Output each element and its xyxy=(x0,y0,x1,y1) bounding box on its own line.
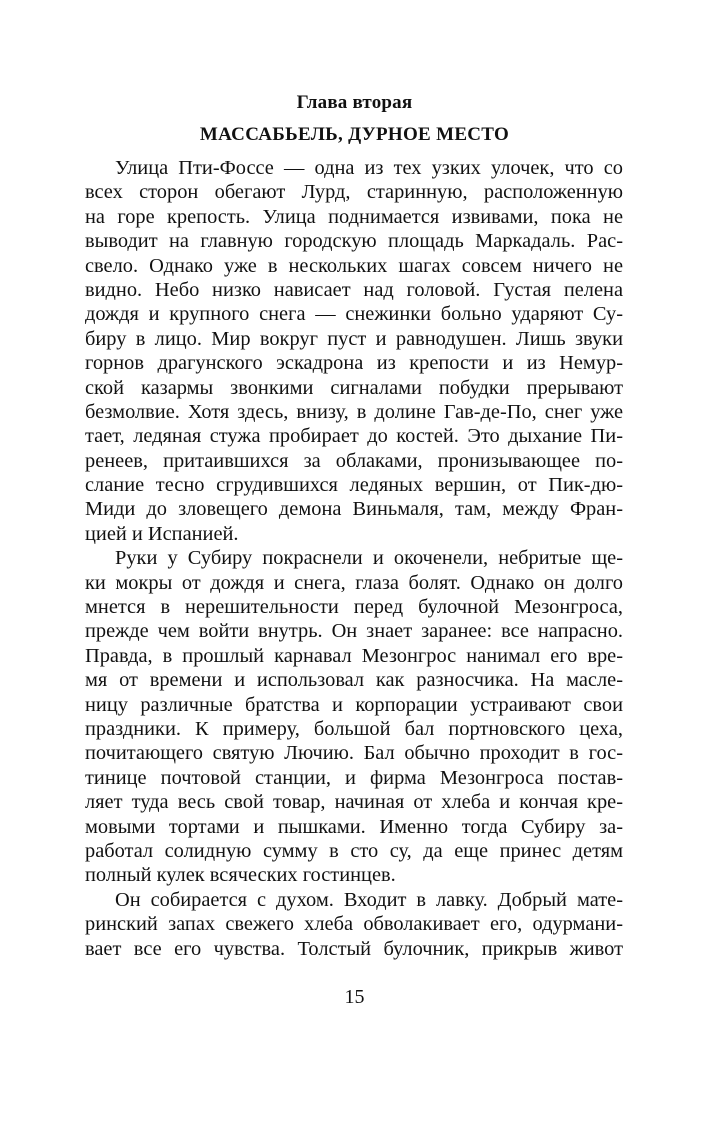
text-line: ринский запах свежего хлеба обволакивает его, одурмани- xyxy=(85,913,623,936)
text-line: Правда, в прошлый карнавал Мезонгрос нанимал его вре- xyxy=(85,644,623,667)
text-line: ляет туда весь свой товар, начиная от хлеба и кончая кре- xyxy=(85,791,623,814)
text-line: ки мокры от дождя и снега, глаза болят. Однако он долго xyxy=(85,571,623,594)
text-line: полный кулек всяческих гостинцев. xyxy=(85,864,396,887)
text-line: дождя и крупного снега — снежинки больно ударяют Су- xyxy=(85,303,623,326)
text-line: цией и Испанией. xyxy=(85,522,239,545)
text-line: выводит на главную городскую площадь Маркадаль. Рас- xyxy=(85,230,623,253)
body-text xyxy=(85,156,623,961)
text-line: ренеев, притаившихся за облаками, пронизывающее по- xyxy=(85,449,623,472)
text-line: слание тесно сгрудившихся ледяных вершин, от Пик-дю- xyxy=(85,474,623,497)
text-line: мя от времени и использовал как разносчика. На масле- xyxy=(85,669,623,692)
text-line: безмолвие. Хотя здесь, внизу, в долине Гав-де-По, снег уже xyxy=(85,400,623,423)
chapter-label: Глава вторая xyxy=(296,92,413,113)
chapter-title: МАССАБЬЕЛЬ, ДУРНОЕ МЕСТО xyxy=(199,124,510,145)
text-line: праздники. К примеру, большой бал портновского цеха, xyxy=(85,717,623,740)
text-line: на горе крепость. Улица поднимается извивами, пока не xyxy=(85,205,623,228)
page-number: 15 xyxy=(344,986,365,1008)
text-line: горнов драгунского эскадрона из крепости и из Немур- xyxy=(85,352,623,375)
text-line: Улица Пти-Фоссе — одна из тех узких улочек, что со xyxy=(115,157,623,179)
text-line: биру в лицо. Мир вокруг пуст и равнодушен. Лишь звуки xyxy=(85,327,623,350)
text-line: Он собирается с духом. Входит в лавку. Добрый мате- xyxy=(115,888,623,911)
text-line: Миди до зловещего демона Виньмаля, там, между Фран- xyxy=(85,498,623,521)
text-line: мнется в нерешительности перед булочной Мезонгроса, xyxy=(85,596,623,619)
text-line: ской казармы звонкими сигналами побудки прерывают xyxy=(85,376,623,399)
text-line: тинице почтовой станции, и фирма Мезонгроса постав- xyxy=(85,766,623,789)
text-line: ницу различные братства и корпорации устраивают свои xyxy=(85,693,623,716)
text-line: свело. Однако уже в нескольких шагах совсем ничего не xyxy=(85,254,623,277)
text-line: тает, ледяная стужа пробирает до костей. Это дыхание Пи- xyxy=(85,425,623,448)
text-line: работал солидную сумму в сто су, да еще принес детям xyxy=(85,839,623,862)
text-line: Руки у Субиру покраснели и окоченели, небритые ще- xyxy=(115,547,623,570)
text-line: прежде чем войти внутрь. Он знает заранее: все напрасно. xyxy=(85,620,623,643)
text-line: всех сторон обегают Лурд, старинную, расположенную xyxy=(85,181,623,204)
text-line: вает все его чувства. Толстый булочник, прикрыв живот xyxy=(85,937,623,960)
text-line: видно. Небо низко нависает над головой. Густая пелена xyxy=(85,278,623,301)
text-line: почитающего святую Лючию. Бал обычно проходит в гос- xyxy=(85,742,623,765)
text-line: мовыми тортами и пышками. Именно тогда Субиру за- xyxy=(85,815,623,838)
